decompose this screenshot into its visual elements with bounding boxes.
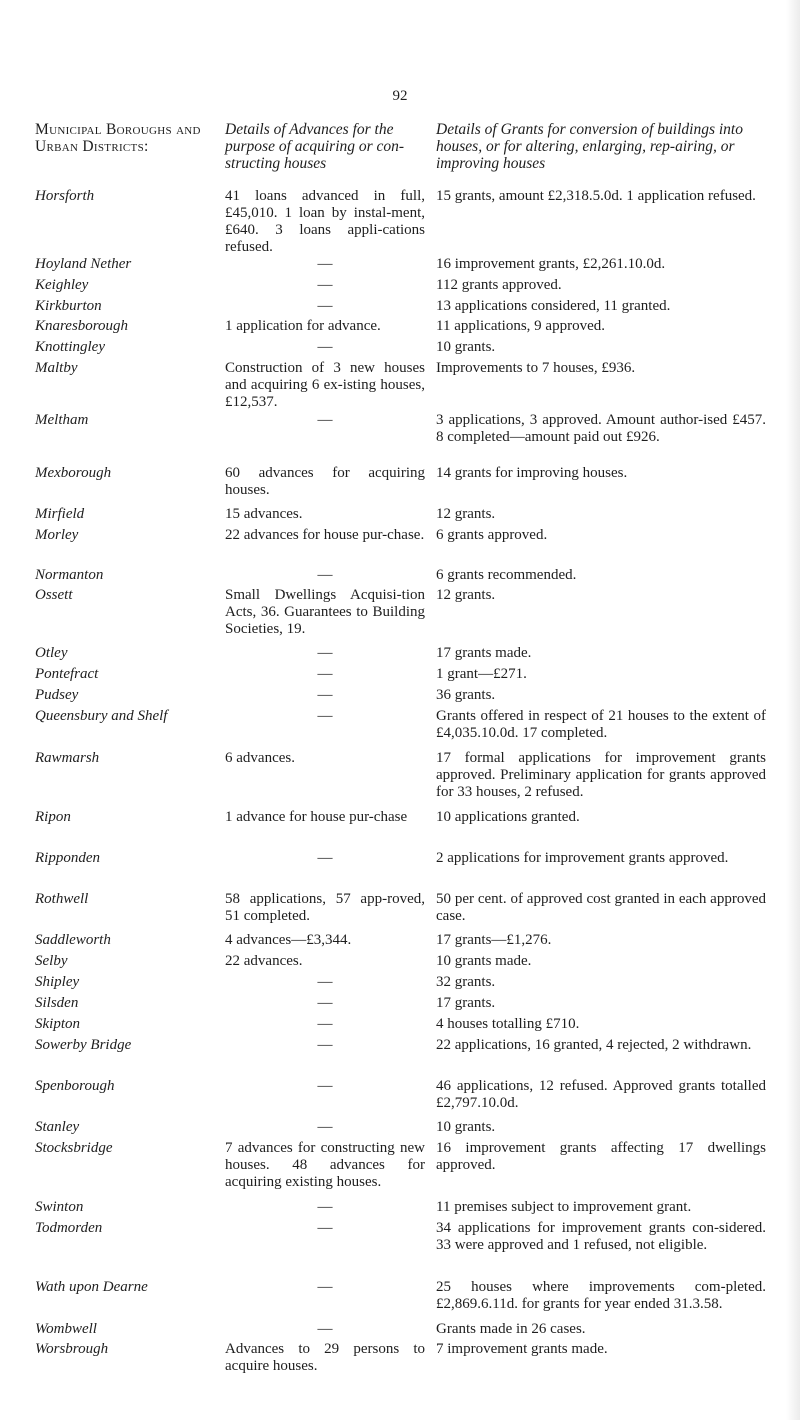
district-name: Otley — [35, 645, 68, 661]
grants-detail: 7 improvement grants made. — [436, 1341, 608, 1357]
district-name: Rothwell — [35, 891, 89, 907]
grants-detail: 50 per cent. of approved cost granted in each approved case. — [436, 891, 766, 924]
advances-detail: — — [317, 995, 333, 1011]
advances-detail: 4 advances—£3,344. — [225, 932, 352, 948]
advances-detail: — — [317, 298, 333, 314]
district-name: Stanley — [35, 1119, 80, 1135]
advances-detail: — — [317, 256, 333, 272]
advances-detail: — — [317, 708, 333, 724]
advances-detail: — — [317, 974, 333, 990]
grants-detail: 46 applications, 12 refused. Approved grants totalled £2,797.10.0d. — [436, 1078, 766, 1111]
advances-detail: — — [317, 1078, 333, 1094]
district-name: Ripponden — [35, 850, 100, 866]
advances-detail: 7 advances for constructing new houses. 48 advances for acquiring existing houses. — [225, 1140, 425, 1190]
advances-detail: — — [317, 339, 333, 355]
grants-detail: 36 grants. — [436, 687, 496, 703]
grants-detail: 12 grants. — [436, 506, 496, 522]
page-number: 92 — [392, 88, 408, 104]
district-name: Horsforth — [35, 188, 95, 204]
district-name: Mirfield — [35, 506, 85, 522]
district-name: Skipton — [35, 1016, 80, 1032]
grants-detail: 16 improvement grants affecting 17 dwellings approved. — [436, 1140, 766, 1173]
advances-detail: — — [317, 1037, 333, 1053]
grants-detail: 2 applications for improvement grants approved. — [436, 850, 729, 866]
advances-detail: 1 application for advance. — [225, 318, 381, 334]
district-name: Shipley — [35, 974, 80, 990]
advances-detail: Advances to 29 persons to acquire houses. — [225, 1341, 425, 1374]
district-name: Maltby — [35, 360, 78, 376]
page-edge-shadow — [786, 0, 800, 1420]
grants-detail: 10 grants. — [436, 339, 496, 355]
district-name: Todmorden — [35, 1220, 103, 1236]
advances-detail: 6 advances. — [225, 750, 295, 766]
district-name: Queensbury and Shelf — [35, 708, 168, 724]
district-name: Swinton — [35, 1199, 84, 1215]
advances-detail: — — [317, 1119, 333, 1135]
column-header-districts: Municipal Boroughs and Urban Districts: — [35, 121, 201, 155]
grants-detail: 16 improvement grants, £2,261.10.0d. — [436, 256, 666, 272]
advances-detail: 22 advances. — [225, 953, 303, 969]
grants-detail: 4 houses totalling £710. — [436, 1016, 580, 1032]
grants-detail: 6 grants approved. — [436, 527, 548, 543]
grants-detail: 17 grants. — [436, 995, 496, 1011]
grants-detail: 12 grants. — [436, 587, 496, 603]
district-name: Pontefract — [35, 666, 99, 682]
grants-detail: 10 grants made. — [436, 953, 532, 969]
district-name: Hoyland Nether — [35, 256, 132, 272]
advances-detail: — — [317, 412, 333, 428]
grants-detail: 17 formal applications for improvement grants approved. Preliminary application for grants approved for 33 houses, 2 refused. — [436, 750, 766, 800]
grants-detail: 13 applications considered, 11 granted. — [436, 298, 671, 314]
district-name: Morley — [35, 527, 79, 543]
column-header-advances: Details of Advances for the purpose of acquiring or con-structing houses — [225, 121, 405, 172]
district-name: Saddleworth — [35, 932, 111, 948]
advances-detail: 22 advances for house pur-chase. — [225, 527, 425, 543]
advances-detail: — — [317, 645, 333, 661]
advances-detail: Construction of 3 new houses and acquiring 6 ex-isting houses, £12,537. — [225, 360, 425, 410]
grants-detail: 14 grants for improving houses. — [436, 465, 628, 481]
grants-detail: 17 grants—£1,276. — [436, 932, 552, 948]
advances-detail: — — [317, 1321, 333, 1337]
district-name: Pudsey — [35, 687, 79, 703]
grants-detail: 10 applications granted. — [436, 809, 580, 825]
district-name: Wath upon Dearne — [35, 1279, 148, 1295]
grants-detail: 11 premises subject to improvement grant. — [436, 1199, 692, 1215]
district-name: Stocksbridge — [35, 1140, 113, 1156]
advances-detail: — — [317, 1279, 333, 1295]
district-name: Knottingley — [35, 339, 105, 355]
grants-detail: 25 houses where improvements com-pleted. £2,869.6.11d. for grants for year ended 31.3.58. — [436, 1279, 766, 1312]
district-name: Wombwell — [35, 1321, 97, 1337]
grants-detail: Grants offered in respect of 21 houses to the extent of £4,035.10.0d. 17 completed. — [436, 708, 766, 741]
advances-detail: 41 loans advanced in full, £45,010. 1 loan by instal-ment, £640. 3 loans appli-cations refused. — [225, 188, 425, 255]
advances-detail: — — [317, 277, 333, 293]
grants-detail: 15 grants, amount £2,318.5.0d. 1 application refused. — [436, 188, 756, 204]
district-name: Ripon — [35, 809, 71, 825]
grants-detail: Improvements to 7 houses, £936. — [436, 360, 636, 376]
advances-detail: — — [317, 666, 333, 682]
grants-detail: 17 grants made. — [436, 645, 532, 661]
district-name: Ossett — [35, 587, 73, 603]
grants-detail: 11 applications, 9 approved. — [436, 318, 605, 334]
district-name: Worsbrough — [35, 1341, 109, 1357]
advances-detail: 15 advances. — [225, 506, 303, 522]
district-name: Sowerby Bridge — [35, 1037, 132, 1053]
grants-detail: 6 grants recommended. — [436, 567, 577, 583]
district-name: Silsden — [35, 995, 79, 1011]
advances-detail: — — [317, 1220, 333, 1236]
district-name: Meltham — [35, 412, 89, 428]
district-name: Rawmarsh — [35, 750, 100, 766]
advances-detail: 1 advance for house pur-chase — [225, 809, 408, 825]
grants-detail: 1 grant—£271. — [436, 666, 527, 682]
grants-detail: Grants made in 26 cases. — [436, 1321, 586, 1337]
advances-detail: — — [317, 1199, 333, 1215]
district-name: Spenborough — [35, 1078, 115, 1094]
grants-detail: 3 applications, 3 approved. Amount author-ised £457. 8 completed—amount paid out £926. — [436, 412, 766, 445]
advances-detail: 60 advances for acquiring houses. — [225, 465, 425, 498]
grants-detail: 34 applications for improvement grants con-sidered. 33 were approved and 1 refused, not eligible. — [436, 1220, 766, 1253]
district-name: Kirkburton — [35, 298, 102, 314]
advances-detail: 58 applications, 57 app-roved, 51 completed. — [225, 891, 425, 924]
advances-detail: — — [317, 687, 333, 703]
district-name: Selby — [35, 953, 68, 969]
district-name: Keighley — [35, 277, 89, 293]
grants-detail: 22 applications, 16 granted, 4 rejected, 2 withdrawn. — [436, 1037, 752, 1053]
advances-detail: Small Dwellings Acquisi-tion Acts, 36. Guarantees to Building Societies, 19. — [225, 587, 425, 637]
column-header-grants: Details of Grants for conversion of buildings into houses, or for altering, enlarging, rep-airing, or improving houses — [436, 121, 743, 172]
advances-detail: — — [317, 1016, 333, 1032]
district-name: Normanton — [35, 567, 104, 583]
grants-detail: 32 grants. — [436, 974, 496, 990]
advances-detail: — — [317, 850, 333, 866]
district-name: Mexborough — [35, 465, 112, 481]
grants-detail: 112 grants approved. — [436, 277, 562, 293]
advances-detail: — — [317, 567, 333, 583]
grants-detail: 10 grants. — [436, 1119, 496, 1135]
district-name: Knaresborough — [35, 318, 129, 334]
